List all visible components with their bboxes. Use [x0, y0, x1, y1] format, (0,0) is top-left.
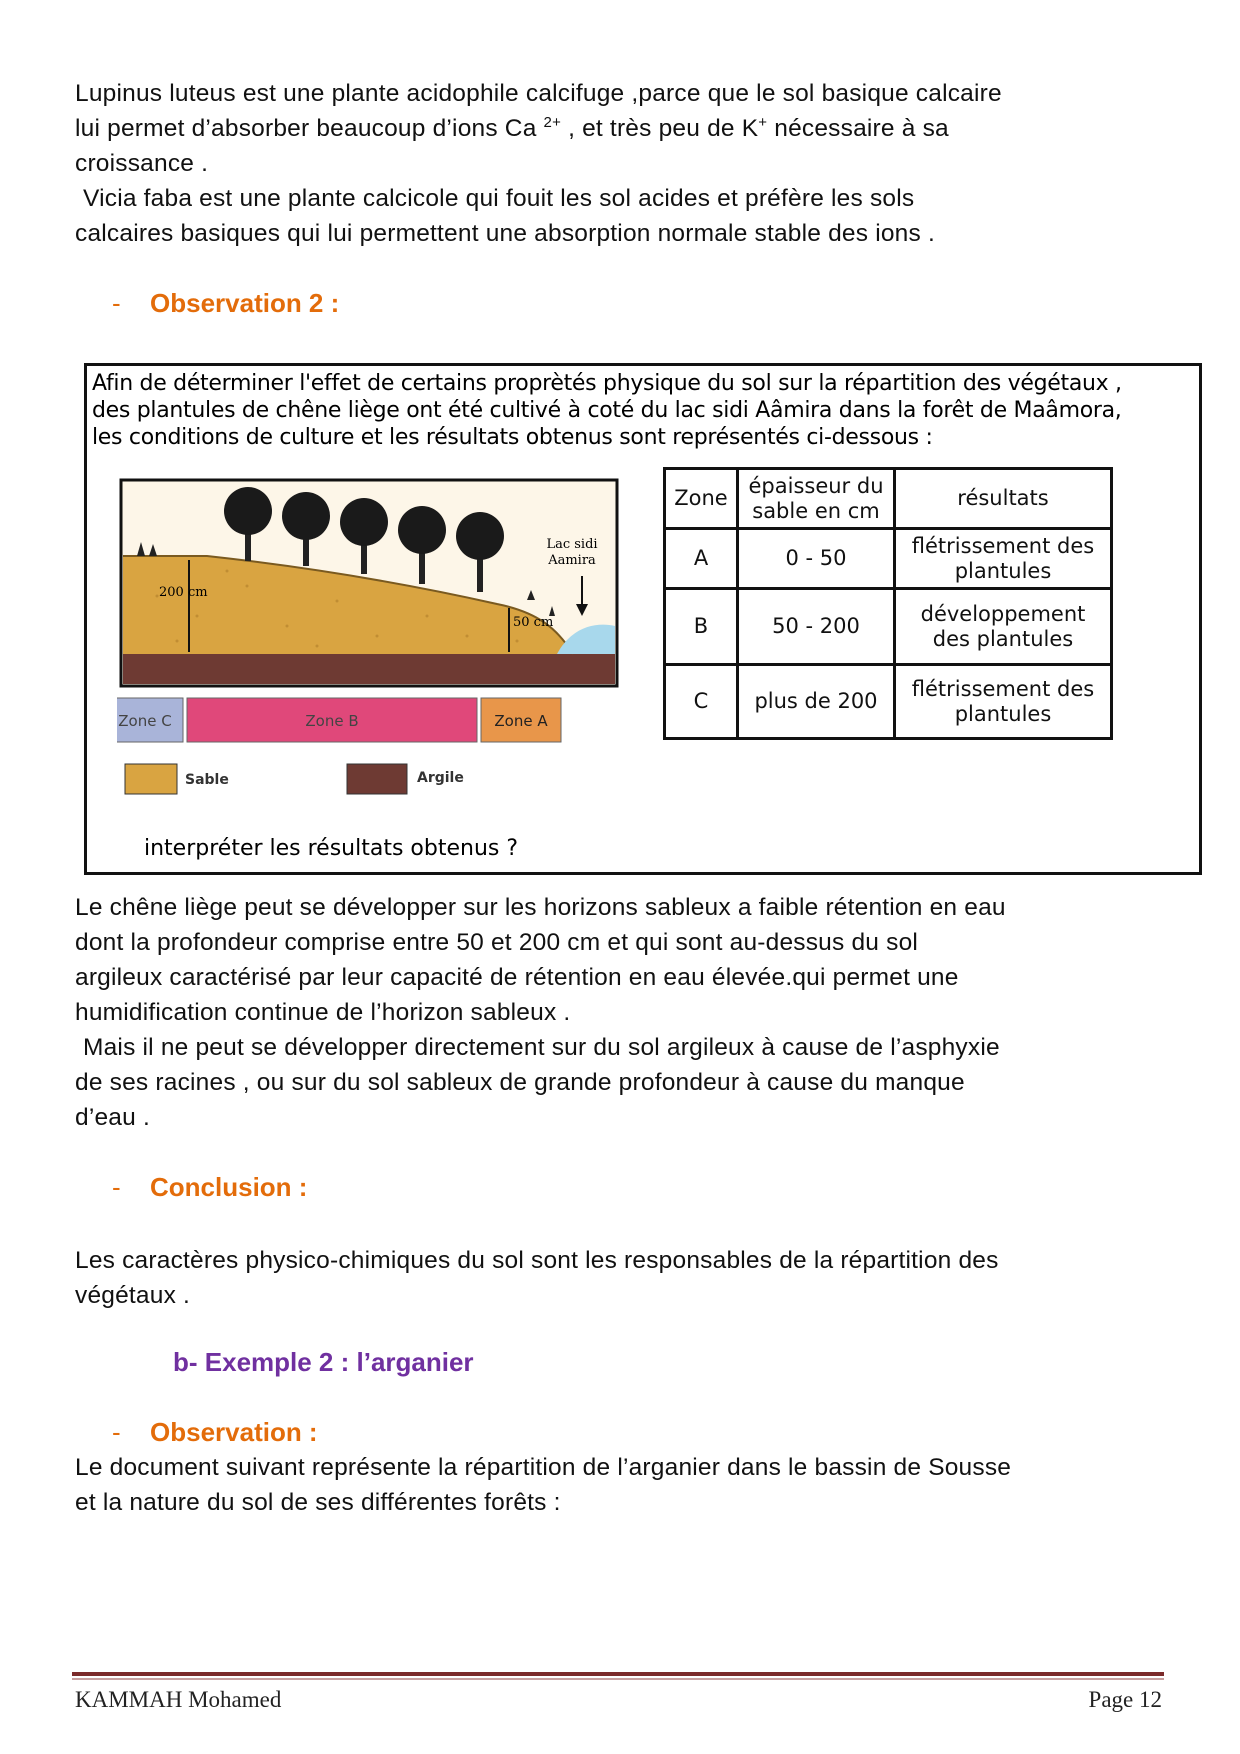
footer-rule — [72, 1672, 1164, 1680]
cell-result: flétrissement des plantules — [895, 529, 1112, 589]
results-table — [663, 467, 1113, 740]
conclusion-line: Les caractères physico-chimiques du sol sont les responsables de la répartition des — [75, 1247, 999, 1274]
lake-label: Lac sidi — [546, 537, 598, 552]
figure-text-line: des plantules de chêne liège ont été cultivé à coté du lac sidi Aâmira dans la forêt de Maâmora, — [92, 398, 1122, 423]
table-row — [665, 589, 1112, 665]
header-thickness: épaisseur du sable en cm — [738, 469, 895, 529]
interpretation-paragraph — [75, 890, 1175, 1135]
interpretation-line: dont la profondeur comprise entre 50 et 200 cm et qui sont au-dessus du sol — [75, 929, 919, 956]
cell-zone: A — [665, 529, 738, 589]
potassium-charge: + — [758, 113, 768, 131]
intro-line: croissance . — [75, 150, 209, 177]
legend-sand-swatch — [125, 764, 177, 794]
depth-label-50: 50 cm — [513, 615, 554, 630]
intro-line: calcaires basiques qui lui permettent une absorption normale stable des ions . — [75, 220, 935, 247]
heading-conclusion — [112, 1172, 307, 1202]
footer-rule-thick — [72, 1672, 1164, 1676]
header-results: résultats — [895, 469, 1112, 529]
footer-rule-thin — [72, 1678, 1164, 1680]
table-row — [665, 529, 1112, 589]
conclusion-paragraph — [75, 1243, 1175, 1313]
cell-zone: C — [665, 665, 738, 739]
cell-thickness: 0 - 50 — [738, 529, 895, 589]
table-row — [665, 665, 1112, 739]
interpretation-line: argileux caractérisé par leur capacité de rétention en eau élevée.qui permet une — [75, 964, 959, 991]
observation-line: et la nature du sol de ses différentes forêts : — [75, 1489, 561, 1516]
heading-observation — [112, 1417, 318, 1447]
header-zone: Zone — [665, 469, 738, 529]
heading-dash: - — [112, 1417, 121, 1447]
intro-line: Lupinus luteus est une plante acidophile calcifuge ,parce que le sol basique calcaire — [75, 80, 1002, 107]
intro-text: , et très peu de K — [568, 115, 759, 142]
intro-line: Vicia faba est une plante calcicole qui fouit les sol acides et préfère les sols — [83, 185, 915, 212]
heading-dash: - — [112, 1172, 121, 1202]
heading-observation-2 — [112, 288, 339, 318]
interpretation-line: d’eau . — [75, 1104, 150, 1131]
legend-sand-label: Sable — [185, 772, 229, 788]
heading-exemple-2: b- Exemple 2 : l’arganier — [173, 1347, 474, 1377]
heading-dash: - — [112, 288, 121, 318]
cell-thickness: plus de 200 — [738, 665, 895, 739]
heading-label: Conclusion : — [150, 1172, 308, 1202]
footer-author: KAMMAH Mohamed — [75, 1687, 282, 1712]
figure-text-line: Afin de déterminer l'effet de certains proprètés physique du sol sur la répartition des végétaux , — [92, 371, 1122, 396]
clay-layer — [123, 654, 615, 684]
figure-question: interpréter les résultats obtenus ? — [144, 836, 519, 861]
legend-clay-swatch — [347, 764, 407, 794]
zone-b-label: Zone B — [305, 712, 359, 730]
footer-page-number: Page 12 — [1088, 1687, 1162, 1712]
interpretation-line: Mais il ne peut se développer directement sur du sol argileux à cause de l’asphyxie — [83, 1034, 1000, 1061]
conclusion-line: végétaux . — [75, 1282, 191, 1309]
cell-result: développement des plantules — [895, 589, 1112, 665]
intro-text: nécessaire à sa — [774, 115, 949, 142]
observation-line: Le document suivant représente la répartition de l’arganier dans le bassin de Sousse — [75, 1454, 1012, 1481]
cell-thickness: 50 - 200 — [738, 589, 895, 665]
interpretation-line: Le chêne liège peut se développer sur les horizons sableux a faible rétention en eau — [75, 894, 1006, 921]
intro-line — [75, 111, 1175, 146]
interpretation-line: humidification continue de l’horizon sableux . — [75, 999, 571, 1026]
intro-paragraph — [75, 76, 1175, 251]
intro-text: lui permet d’absorber beaucoup d’ions Ca — [75, 115, 537, 142]
heading-label: Observation : — [150, 1417, 318, 1447]
soil-profile-diagram — [117, 476, 677, 836]
interpretation-line: de ses racines , ou sur du sol sableux de grande profondeur à cause du manque — [75, 1069, 965, 1096]
observation-paragraph — [75, 1450, 1175, 1520]
figure-description — [92, 370, 1202, 451]
heading-label: Observation 2 : — [150, 288, 340, 318]
lake-label: Aamira — [548, 553, 596, 568]
depth-label-200: 200 cm — [159, 585, 208, 600]
legend-clay-label: Argile — [417, 770, 464, 786]
cell-zone: B — [665, 589, 738, 665]
calcium-charge: 2+ — [543, 113, 562, 131]
figure-text-line: les conditions de culture et les résultats obtenus sont représentés ci-dessous : — [92, 425, 933, 450]
zone-a-label: Zone A — [494, 712, 548, 730]
cell-result: flétrissement des plantules — [895, 665, 1112, 739]
soil-figure — [84, 363, 1202, 875]
table-header-row — [665, 469, 1112, 529]
zone-c-label: Zone C — [118, 712, 172, 730]
